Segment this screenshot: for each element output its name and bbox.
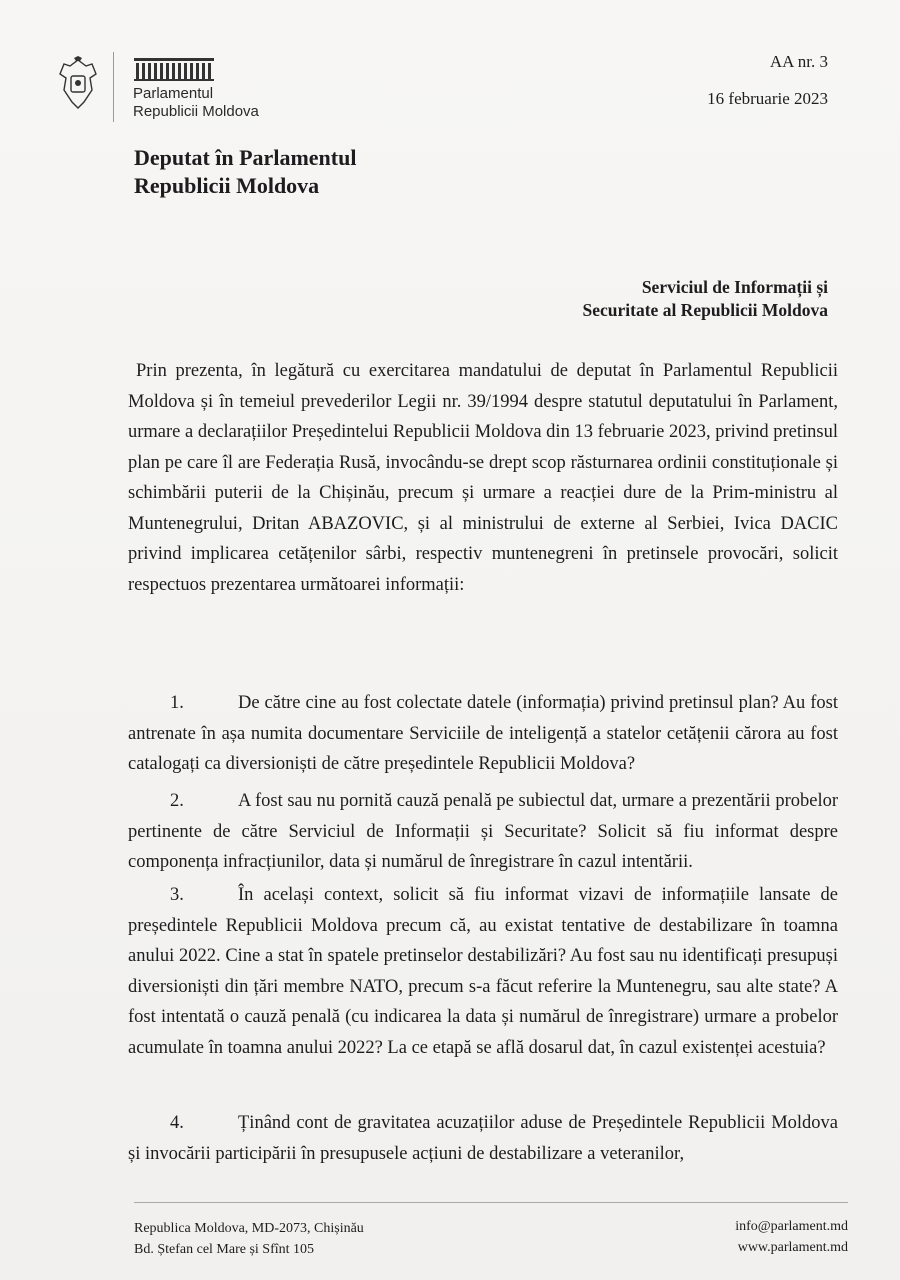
- sender-line2: Republicii Moldova: [134, 173, 320, 198]
- address-line1: Republica Moldova, MD-2073, Chișinău: [134, 1221, 364, 1236]
- intro-paragraph: Prin prezenta, în legătură cu exercitarea mandatului de deputat în Parlamentul Republicii Moldova și în temeiul prevederilor Legii nr. 39/1994 despre statutul deputatului în Parlament, urmare a declarațiilor Președintelui Republicii Moldova din 13 februarie 2023, privind pretinsul plan pe care îl are Federația Rusă, invocându-se drept scop răsturnarea ordinii constituționale și schimbării puterii de la Chișinău, precum și urmare a reacției dure de la Prim-ministru al Muntenegrului, Dritan ABAZOVIC, și al ministrului de externe al Serbiei, Ivica DACIC privind implicarea cetățenilor sârbi, respectiv muntenegreni în pretinsele provocări, solicit respectuos prezentarea următoarei informații:: [128, 361, 839, 595]
- address-line2: Bd. Ștefan cel Mare și Sfînt 105: [134, 1242, 315, 1257]
- question-item: [128, 1108, 838, 1169]
- question-text: De către cine au fost colectate datele (informația) privind pretinsul plan? Au fost antrenate în așa numita documentare Serviciile de inteligență a statelor cetățenii cărora au fost catalogați ca diversioniști de către președintele Republicii Moldova?: [128, 693, 838, 774]
- institution-name: [133, 85, 259, 121]
- recipient-line1: Serviciul de Informații și: [641, 277, 828, 297]
- document-number: AA nr. 3: [769, 52, 828, 71]
- sender-title: [134, 144, 356, 200]
- footer-contact: [735, 1216, 848, 1258]
- question-text: Ținând cont de gravitatea acuzațiilor aduse de Președintele Republicii Moldova și invocării participării în presupusele acțiuni de destabilizare a veteranilor,: [128, 1113, 838, 1164]
- question-text: În același context, solicit să fiu informat vizavi de informațiile lansate de președintele Republicii Moldova precum că, au existat tentative de destabilizare în toamna anului 2022. Cine a stat în spatele pretinselor destabilizări? Au fost sau nu identificați presupuși diversioniști din țări membre NATO, precum s-a făcut referire la Muntenegru, sau alte state? A fost intentată o cauză penală (cu indicarea la data și numărul de înregistrare) urmare a probelor acumulate în toamna anului 2022? La ce etapă se află dosarul dat, în cazul existenței acestuia?: [128, 885, 838, 1058]
- header-divider: [113, 52, 114, 122]
- sender-line1: Deputat în Parlamentul: [134, 145, 357, 170]
- question-number: 2.: [170, 791, 184, 811]
- coat-of-arms-icon: [56, 56, 100, 112]
- question-text: A fost sau nu pornită cauză penală pe subiectul dat, urmare a prezentării probelor pertinente de către Serviciul de Informații și Securitate? Solicit să fiu informat despre componența infracțiunilor, data și numărul de înregistrare în cazul intentării.: [128, 791, 838, 872]
- institution-line1: Parlamentul: [133, 85, 214, 102]
- question-number: 1.: [170, 693, 184, 713]
- question-number: 3.: [170, 885, 184, 905]
- parliament-building-icon: [134, 56, 214, 82]
- website-link[interactable]: www.parlament.md: [737, 1240, 848, 1255]
- recipient-title: [583, 276, 828, 322]
- footer-divider: [134, 1202, 848, 1203]
- recipient-line2: Securitate al Republicii Moldova: [582, 300, 828, 320]
- institution-line2: Republicii Moldova: [133, 103, 259, 120]
- question-item: [128, 688, 838, 780]
- document-date: 16 februarie 2023: [707, 89, 828, 108]
- question-number: 4.: [170, 1113, 184, 1133]
- question-item: [128, 880, 838, 1063]
- email-link[interactable]: info@parlament.md: [735, 1219, 848, 1234]
- footer-address: [134, 1218, 364, 1260]
- question-item: [128, 786, 838, 878]
